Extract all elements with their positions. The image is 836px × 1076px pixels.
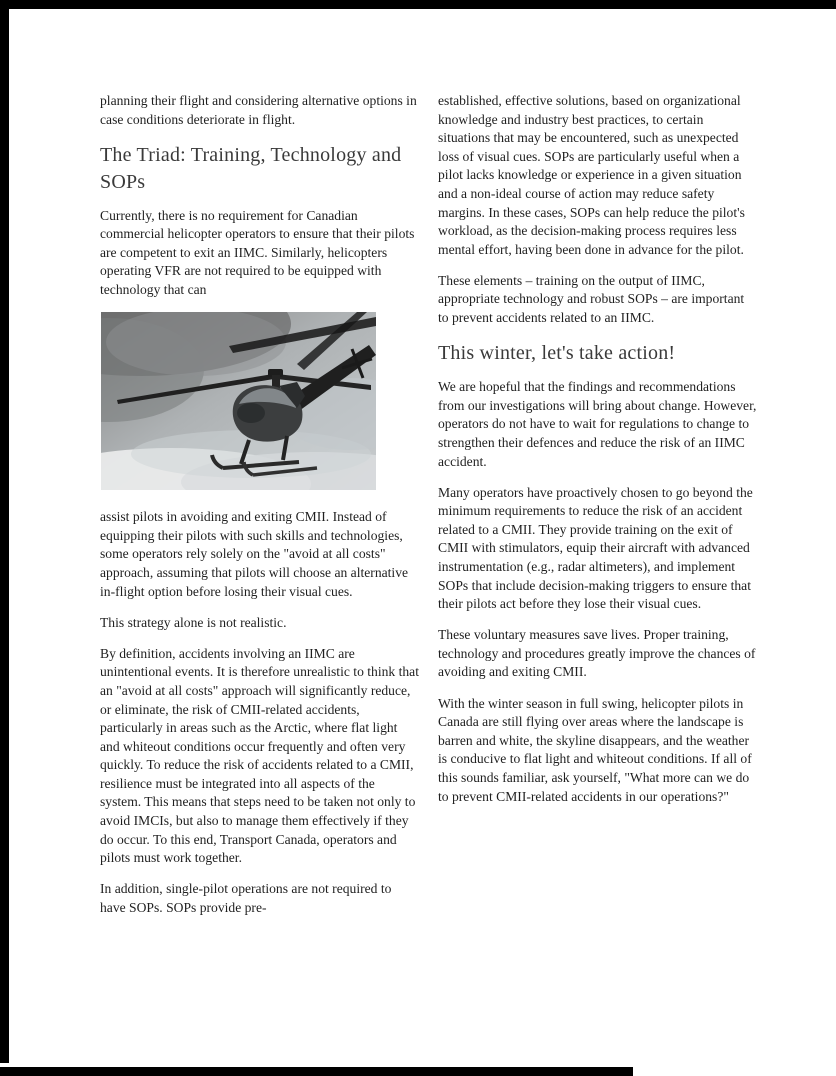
paragraph: Many operators have proactively chosen to go beyond the minimum requirements to reduce the risk of an accident related to a CMII. They provide training on the exit of CMII with stimulators, equip their aircraft with advanced instrumentation (e.g., radar altimeters), and implement SOPs that include decision-making triggers to ensure that their pilots act before they lose their visual cues. <box>438 484 753 612</box>
paragraph: established, effective solutions, based on organizational knowledge and industry best practices, to certain situations that may be encountered, such as unexpected loss of visual cues. SOPs are particularly useful when a pilot lacks knowledge or experience in a given situation and a non-ideal course of action may reduce safety margins. In these cases, SOPs can help reduce the pilot's workload, as the decision-making process requires less mental effort, having been done in advance for the pilot. <box>438 93 745 257</box>
page-edge-top-bar <box>0 0 836 9</box>
section-heading-triad: The Triad: Training, Technology and SOPs <box>100 143 402 193</box>
paragraph: In addition, single-pilot operations are not required to have SOPs. SOPs provide pre- <box>100 881 392 915</box>
paragraph: These voluntary measures save lives. Proper training, technology and procedures greatly improve the chances of avoiding and exiting CMII. <box>438 627 756 680</box>
helicopter-photo <box>101 312 376 490</box>
page-edge-left-bar <box>0 0 9 1063</box>
section-heading-take-action: This winter, let's take action! <box>438 342 676 365</box>
helicopter-illustration <box>101 312 376 490</box>
paragraph: These elements – training on the output of IIMC, appropriate technology and robust SOPs – are important to prevent accidents related to an IIMC. <box>438 272 745 326</box>
right-column <box>438 92 757 930</box>
paragraph: We are hopeful that the findings and recommendations from our investigations will bring about change. However, operators do not have to wait for regulations to change to strengthen their defences and reduce the risk of an IIMC accident. <box>438 379 757 469</box>
two-column-text-layout <box>100 92 757 930</box>
paragraph: With the winter season in full swing, helicopter pilots in Canada are still flying over areas where the landscape is barren and white, the skyline disappears, and the weather is conducive to flat light and whiteout conditions. If all of this sounds familiar, ask yourself, "What more can we do to prevent CMII-related accidents in our operations?" <box>438 695 752 804</box>
paragraph: assist pilots in avoiding and exiting CMII. Instead of equipping their pilots with such skills and technologies, some operators rely solely on the "avoid at all costs" approach, assuming that pilots will choose an alternative in-flight option before losing their visual cues. <box>100 509 409 599</box>
paragraph: By definition, accidents involving an IIMC are unintentional events. It is therefore unrealistic to think that an "avoid at all costs" approach will significantly reduce, or eliminate, the risk of CMII-related accidents, particularly in areas such as the Arctic, where flat light and whiteout conditions occur frequently and often very quickly. To reduce the risk of accidents related to a CMII, resilience must be integrated into all aspects of the system. This means that steps need to be taken not only to avoid IMCIs, but also to manage them effectively if they do occur. To this end, Transport Canada, operators and pilots must work together. <box>100 645 419 866</box>
paragraph: Currently, there is no requirement for Canadian commercial helicopter operators to ensure that their pilots are competent to exit an IIMC. Similarly, helicopters operating VFR are not required to be equipped with technology that can <box>100 207 415 298</box>
page-edge-bottom-bar <box>0 1067 633 1076</box>
left-column <box>100 92 419 930</box>
paragraph-intro: planning their flight and considering alternative options in case conditions deteriorate in flight. <box>100 93 417 127</box>
paragraph: This strategy alone is not realistic. <box>100 614 287 630</box>
